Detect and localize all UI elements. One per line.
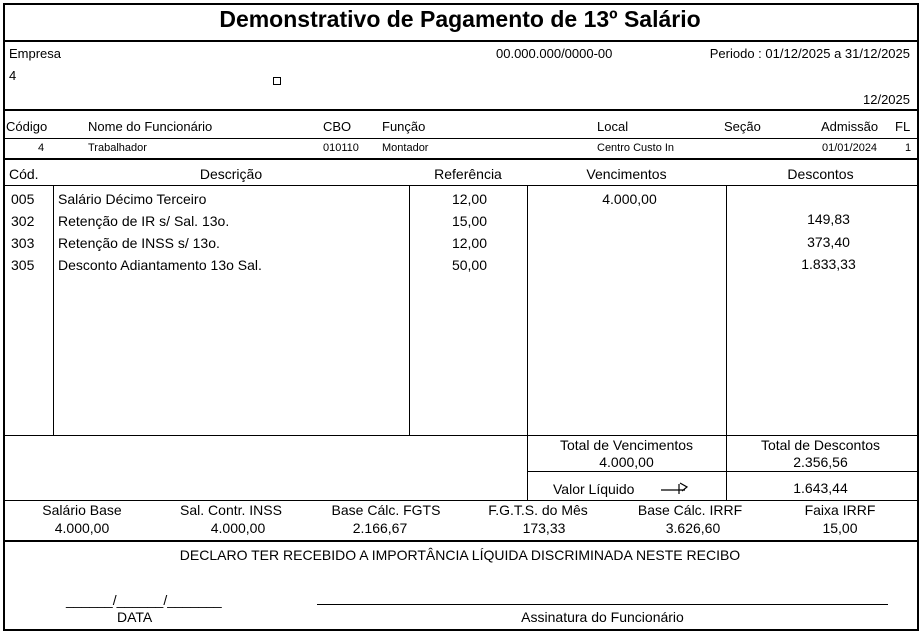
signature-label: Assinatura do Funcionário xyxy=(521,609,684,625)
fgts-base-value: 2.166,67 xyxy=(352,520,408,536)
competencia: 12/2025 xyxy=(863,92,910,107)
item-referencia: 15,00 xyxy=(451,213,487,229)
col-referencia: Referência xyxy=(434,166,502,182)
item-referencia: 50,00 xyxy=(451,257,487,273)
item-descricao: Retenção de INSS s/ 13o. xyxy=(58,235,220,251)
col-cbo: CBO xyxy=(323,119,352,134)
fgts-mes-label: F.G.T.S. do Mês xyxy=(488,502,588,518)
item-cod: 303 xyxy=(11,235,35,251)
item-desconto: 373,40 xyxy=(807,234,850,250)
col-admissao: Admissão xyxy=(821,119,879,134)
item-desconto: 1.833,33 xyxy=(801,256,856,272)
col-funcao: Função xyxy=(382,119,426,134)
item-referencia: 12,00 xyxy=(451,191,487,207)
item-descricao: Salário Décimo Terceiro xyxy=(58,191,207,207)
faixa-irrf-value: 15,00 xyxy=(822,520,858,536)
divider xyxy=(3,109,917,111)
signature-line xyxy=(317,604,888,605)
date-label: DATA xyxy=(117,609,153,625)
salario-base-label: Salário Base xyxy=(42,502,122,518)
item-cod: 005 xyxy=(11,191,35,207)
employee-cbo: 010110 xyxy=(323,142,359,154)
declaration-text: DECLARO TER RECEBIDO A IMPORTÂNCIA LÍQUIDA DISCRIMINADA NESTE RECIBO xyxy=(179,547,741,563)
divider xyxy=(3,138,917,139)
col-nome: Nome do Funcionário xyxy=(88,119,213,134)
col-descontos: Descontos xyxy=(787,166,854,182)
divider xyxy=(3,185,917,186)
faixa-irrf-label: Faixa IRRF xyxy=(804,502,876,518)
col-vencimentos: Vencimentos xyxy=(586,166,667,182)
empresa-checkbox[interactable] xyxy=(273,77,281,85)
total-descontos-label: Total de Descontos xyxy=(760,437,881,453)
item-referencia: 12,00 xyxy=(451,235,487,251)
cnpj: 00.000.000/0000-00 xyxy=(496,46,613,61)
item-cod: 302 xyxy=(11,213,35,229)
valor-liquido-value: 1.643,44 xyxy=(793,480,848,496)
total-vencimentos-label: Total de Vencimentos xyxy=(559,437,694,453)
contr-inss-label: Sal. Contr. INSS xyxy=(180,502,282,518)
col-codigo: Código xyxy=(6,119,48,134)
divider xyxy=(3,500,917,501)
employee-funcao: Montador xyxy=(382,142,429,154)
date-line: ______/______/_______ xyxy=(66,592,222,608)
divider xyxy=(3,435,917,436)
irrf-base-label: Base Cálc. IRRF xyxy=(637,502,743,518)
divider xyxy=(527,471,917,472)
col-descricao: Descrição xyxy=(199,166,263,182)
col-fl: FL xyxy=(895,119,911,134)
col-cod: Cód. xyxy=(9,166,39,182)
page-title: Demonstrativo de Pagamento de 13º Salário xyxy=(219,6,701,32)
item-descricao: Retenção de IR s/ Sal. 13o. xyxy=(58,213,230,229)
valor-liquido-label: Valor Líquido xyxy=(553,481,635,497)
employee-admissao: 01/01/2024 xyxy=(822,142,878,154)
total-descontos-value: 2.356,56 xyxy=(793,454,848,470)
periodo: Periodo : 01/12/2025 a 31/12/2025 xyxy=(709,46,910,61)
empresa-label: Empresa xyxy=(9,46,62,61)
arrow-right-icon xyxy=(660,478,694,496)
employee-codigo: 4 xyxy=(38,142,45,154)
fgts-base-label: Base Cálc. FGTS xyxy=(331,502,441,518)
empresa-code: 4 xyxy=(9,68,17,83)
item-desconto: 149,83 xyxy=(807,211,850,227)
item-descricao: Desconto Adiantamento 13o Sal. xyxy=(58,257,262,273)
total-vencimentos-value: 4.000,00 xyxy=(599,454,654,470)
salario-base-value: 4.000,00 xyxy=(54,520,110,536)
irrf-base-value: 3.626,60 xyxy=(665,520,721,536)
divider xyxy=(3,158,917,160)
col-secao: Seção xyxy=(724,119,761,134)
fgts-mes-value: 173,33 xyxy=(522,520,566,536)
contr-inss-value: 4.000,00 xyxy=(210,520,266,536)
divider xyxy=(3,40,917,42)
employee-local: Centro Custo In xyxy=(597,142,675,154)
item-cod: 305 xyxy=(11,257,35,273)
col-local: Local xyxy=(597,119,629,134)
employee-fl: 1 xyxy=(905,142,912,154)
divider xyxy=(3,540,917,542)
employee-nome: Trabalhador xyxy=(88,142,147,154)
item-vencimento: 4.000,00 xyxy=(602,191,657,207)
